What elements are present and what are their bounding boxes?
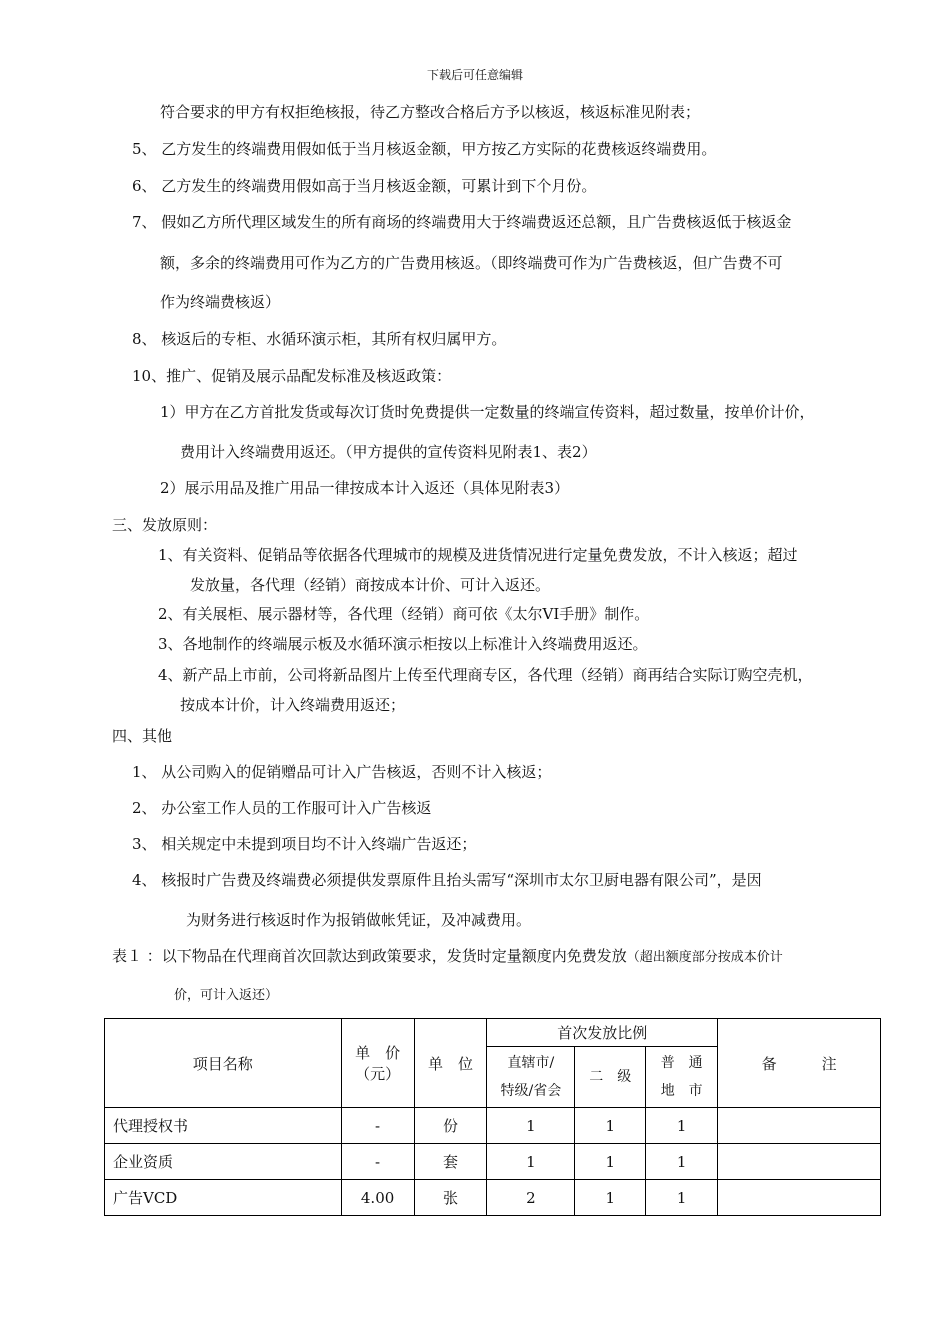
- cell-normal: 1: [646, 1180, 718, 1216]
- cell-unit: 套: [414, 1144, 487, 1180]
- cell-price: -: [341, 1108, 414, 1144]
- paragraph-line: 3、各地制作的终端展示板及水循环演示柜按以上标准计入终端费用返还。: [158, 635, 648, 653]
- cell-direct: 1: [487, 1144, 575, 1180]
- cell-second: 1: [575, 1180, 646, 1216]
- header-normal-city-line1: 普 通: [660, 1055, 703, 1071]
- paragraph-line: 1、有关资料、促销品等依据各代理城市的规模及进货情况进行定量免费发放，不计入核返；超过: [158, 546, 798, 564]
- header-first-ratio: 首次发放比例: [487, 1019, 718, 1047]
- cell-direct: 2: [487, 1180, 575, 1216]
- paragraph-line: 4、 核报时广告费及终端费必须提供发票原件且抬头需写“深圳市太尔卫厨电器有限公司”，是因: [132, 871, 762, 889]
- cell-second: 1: [575, 1144, 646, 1180]
- paragraph-line: 4、新产品上市前，公司将新品图片上传至代理商专区，各代理（经销）商再结合实际订购空壳机，: [158, 666, 813, 684]
- cell-remark: [718, 1180, 881, 1216]
- header-second-level: 二 级: [575, 1047, 646, 1108]
- table-row: [105, 1180, 881, 1216]
- page-header: 下载后可任意编辑: [426, 68, 523, 82]
- header-direct-city-line1: 直辖市/: [507, 1055, 555, 1071]
- table-caption-note-cont: 价，可计入返还）: [174, 988, 279, 1003]
- paragraph-line: 为财务进行核返时作为报销做帐凭证，及冲减费用。: [186, 911, 532, 929]
- header-remark: 备 注: [718, 1019, 881, 1108]
- cell-normal: 1: [646, 1108, 718, 1144]
- cell-second: 1: [575, 1108, 646, 1144]
- cell-name: 广告VCD: [105, 1180, 342, 1216]
- header-unit-price-currency: （元）: [355, 1065, 401, 1083]
- table-row: [105, 1144, 881, 1180]
- paragraph-line: 3、 相关规定中未提到项目均不计入终端广告返还；: [132, 835, 477, 853]
- paragraph-line: 1）甲方在乙方首批发货或每次订货时免费提供一定数量的终端宣传资料，超过数量，按单价计价，: [160, 403, 815, 421]
- header-item-name: 项目名称: [105, 1019, 342, 1108]
- distribution-table: [104, 1018, 881, 1216]
- cell-name: 企业资质: [105, 1144, 342, 1180]
- header-direct-city-line2: 特级/省会: [500, 1083, 562, 1099]
- paragraph-line: 1、 从公司购入的促销赠品可计入广告核返，否则不计入核返；: [132, 763, 552, 781]
- paragraph-line: 发放量，各代理（经销）商按成本计价、可计入返还。: [190, 576, 551, 594]
- header-unit: 单 位: [414, 1019, 487, 1108]
- paragraph-line: 2、 办公室工作人员的工作服可计入广告核返: [132, 799, 432, 817]
- paragraph-line: 10、推广、促销及展示品配发标准及核返政策：: [132, 367, 452, 385]
- cell-unit: 张: [414, 1180, 487, 1216]
- header-normal-city: [646, 1047, 718, 1108]
- cell-remark: [718, 1108, 881, 1144]
- paragraph-line: 8、 核返后的专柜、水循环演示柜，其所有权归属甲方。: [132, 330, 507, 348]
- table-caption-main: 表１ ：以下物品在代理商首次回款达到政策要求，发货时定量额度内免费发放: [112, 947, 627, 965]
- table-caption-note: （超出额度部分按成本价计: [626, 950, 783, 965]
- header-unit-price-label: 单 价: [355, 1044, 401, 1062]
- paragraph-line: 5、 乙方发生的终端费用假如低于当月核返金额，甲方按乙方实际的花费核返终端费用。: [132, 140, 717, 158]
- header-normal-city-line2: 地 市: [660, 1083, 703, 1099]
- header-direct-city: [487, 1047, 575, 1108]
- cell-remark: [718, 1144, 881, 1180]
- cell-unit: 份: [414, 1108, 487, 1144]
- paragraph-line: 作为终端费核返）: [160, 293, 281, 311]
- paragraph-line: 额，多余的终端费用可作为乙方的广告费用核返。（即终端费可作为广告费核返，但广告费不可: [160, 254, 783, 272]
- cell-direct: 1: [487, 1108, 575, 1144]
- paragraph-line: 费用计入终端费用返还。（甲方提供的宣传资料见附表1、表2）: [180, 443, 597, 461]
- header-unit-price: [341, 1019, 414, 1108]
- section-heading: 三、发放原则：: [112, 516, 218, 534]
- paragraph-line: 符合要求的甲方有权拒绝核报，待乙方整改合格后方予以核返，核返标准见附表；: [160, 103, 701, 121]
- cell-price: -: [341, 1144, 414, 1180]
- table-row: [105, 1108, 881, 1144]
- cell-normal: 1: [646, 1144, 718, 1180]
- cell-name: 代理授权书: [105, 1108, 342, 1144]
- section-heading: 四、其他: [112, 727, 173, 745]
- cell-price: 4.00: [341, 1180, 414, 1216]
- paragraph-line: 2）展示用品及推广用品一律按成本计入返还（具体见附表3）: [160, 479, 570, 497]
- paragraph-line: 6、 乙方发生的终端费用假如高于当月核返金额，可累计到下个月份。: [132, 177, 597, 195]
- paragraph-line: 按成本计价，计入终端费用返还；: [180, 696, 406, 714]
- table-header-row: [105, 1019, 881, 1047]
- table-caption: [112, 946, 783, 968]
- paragraph-line: 7、 假如乙方所代理区域发生的所有商场的终端费用大于终端费返还总额，且广告费核返低于核返金: [132, 213, 792, 231]
- paragraph-line: 2、有关展柜、展示器材等，各代理（经销）商可依《太尔VI手册》制作。: [158, 605, 650, 623]
